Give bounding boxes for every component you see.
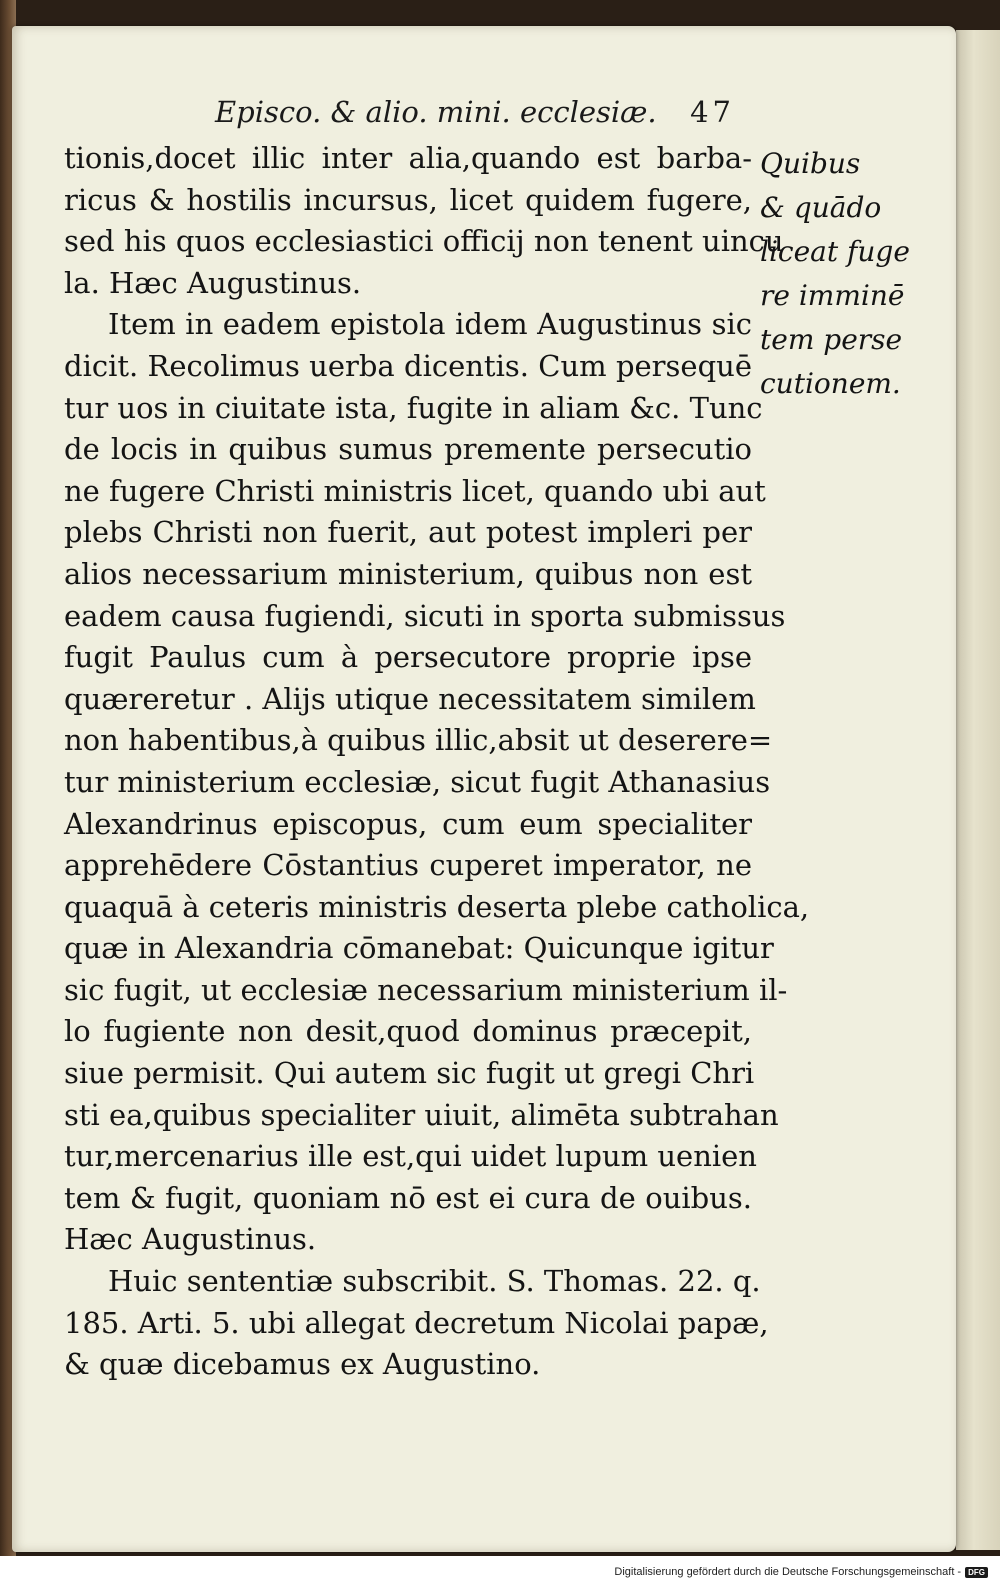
text-line: tur ministerium ecclesiæ, sicut fugit Athanasius bbox=[64, 764, 771, 799]
margin-note-line: tem perse bbox=[760, 323, 903, 356]
text-line: quæ in Alexandria cōmanebat: Quicunque igitur bbox=[64, 931, 774, 966]
text-line: plebs Christi non fuerit, aut potest impleri per bbox=[64, 515, 752, 550]
margin-note-line: liceat fuge bbox=[760, 235, 910, 268]
margin-note bbox=[760, 142, 910, 406]
main-text bbox=[64, 138, 810, 1386]
page-header bbox=[215, 95, 735, 129]
text-line: sti ea,quibus specialiter uiuit, alimēta subtrahan bbox=[64, 1097, 779, 1132]
margin-note-line: re imminē bbox=[760, 279, 905, 312]
dfg-logo: DFG bbox=[965, 1567, 988, 1578]
text-line: lo fugiente non desit,quod dominus præcepit, bbox=[64, 1014, 752, 1049]
text-line: sic fugit, ut ecclesiæ necessarium ministerium il- bbox=[64, 972, 788, 1007]
text-line: dicit. Recolimus uerba dicentis. Cum persequē bbox=[64, 348, 752, 383]
text-line: quaquā à ceteris ministris deserta plebe catholica, bbox=[64, 889, 810, 924]
text-line: tur uos in ciuitate ista, fugite in aliam &c. Tunc bbox=[64, 390, 763, 425]
text-line: ne fugere Christi ministris licet, quando ubi aut bbox=[64, 473, 766, 508]
text-line: 185. Arti. 5. ubi allegat decretum Nicolai papæ, bbox=[64, 1305, 769, 1340]
text-line: sed his quos ecclesiastici officij non tenent uincu bbox=[64, 224, 784, 259]
margin-note-line: cutionem. bbox=[760, 367, 901, 400]
next-page-edge bbox=[956, 30, 1000, 1550]
funding-credit: Digitalisierung gefördert durch die Deutsche Forschungsgemeinschaft - bbox=[614, 1566, 962, 1578]
text-line: quæreretur . Alijs utique necessitatem similem bbox=[64, 681, 756, 716]
text-line: & quæ dicebamus ex Augustino. bbox=[64, 1347, 541, 1382]
margin-note-line: Quibus bbox=[760, 147, 861, 180]
text-line: apprehēdere Cōstantius cuperet imperator, ne bbox=[64, 848, 752, 883]
text-line: Huic sententiæ subscribit. S. Thomas. 22. q. bbox=[108, 1264, 761, 1299]
text-line: ricus & hostilis incursus, licet quidem fugere, bbox=[64, 182, 752, 217]
margin-note-line: & quādo bbox=[760, 191, 882, 224]
text-line: Alexandrinus episcopus, cum eum specialiter bbox=[64, 806, 752, 841]
running-head: Episco. & alio. mini. ecclesiæ. bbox=[215, 95, 657, 129]
text-line: Item in eadem epistola idem Augustinus sic bbox=[108, 307, 752, 342]
text-line: tionis,docet illic inter alia,quando est barba- bbox=[64, 141, 752, 175]
text-line: Hæc Augustinus. bbox=[64, 1222, 317, 1257]
text-line: tem & fugit, quoniam nō est ei cura de ouibus. bbox=[64, 1180, 752, 1215]
digitization-footer bbox=[0, 1556, 1000, 1588]
text-line: siue permisit. Qui autem sic fugit ut gregi Chri bbox=[64, 1056, 755, 1091]
text-line: non habentibus,à quibus illic,absit ut deserere= bbox=[64, 723, 773, 758]
text-line: de locis in quibus sumus premente persecutio bbox=[64, 432, 752, 467]
text-line: fugit Paulus cum à persecutore proprie ipse bbox=[64, 640, 752, 675]
page-number: 47 bbox=[690, 95, 735, 129]
text-line: alios necessarium ministerium, quibus non est bbox=[64, 556, 752, 591]
text-line: la. Hæc Augustinus. bbox=[64, 265, 362, 300]
text-line: eadem causa fugiendi, sicuti in sporta submissus bbox=[64, 598, 786, 633]
text-line: tur,mercenarius ille est,qui uidet lupum uenien bbox=[64, 1139, 757, 1174]
